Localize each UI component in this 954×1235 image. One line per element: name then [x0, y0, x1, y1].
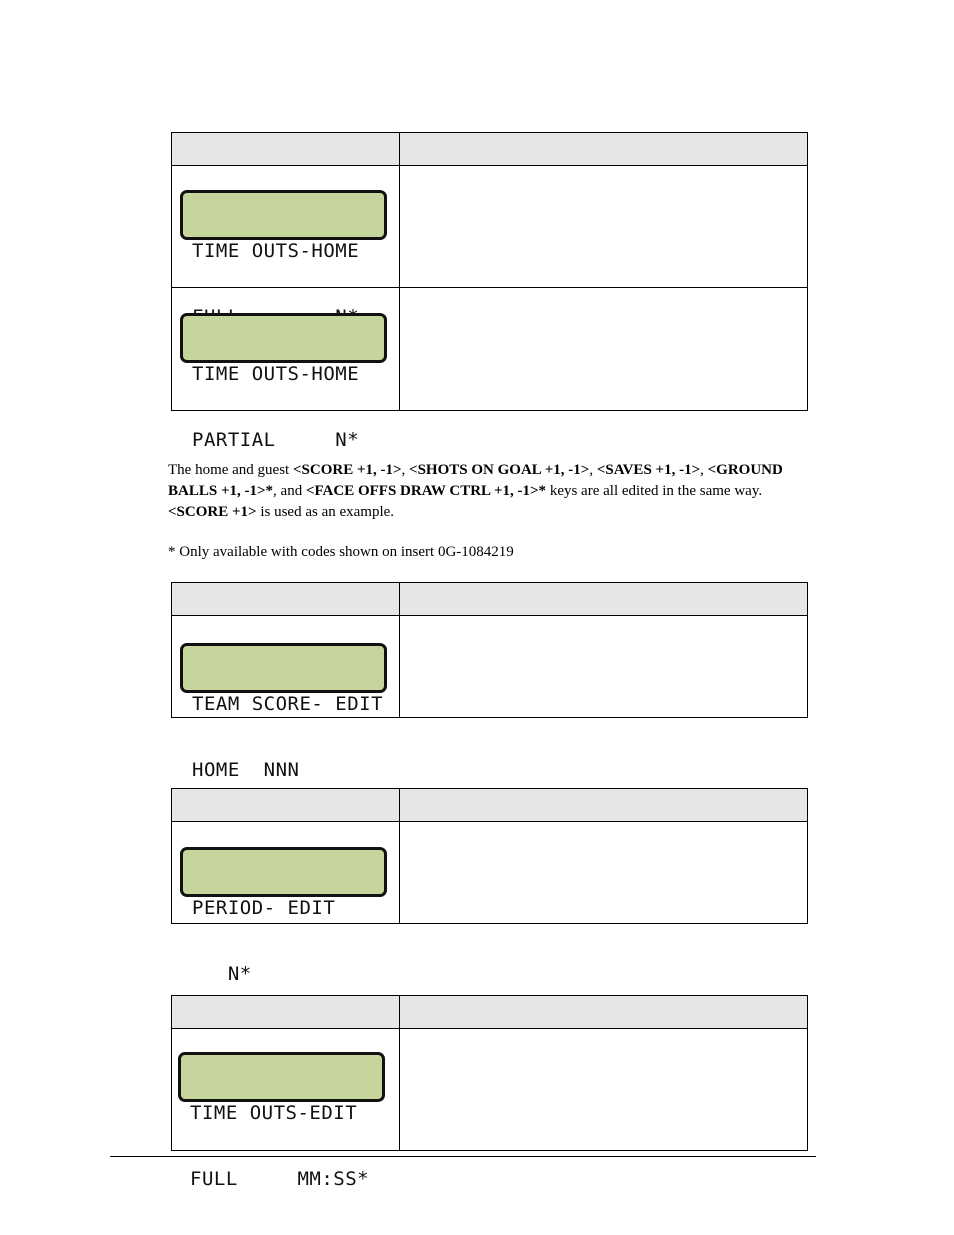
paragraph-text: The home and guest	[168, 462, 293, 478]
key-score-example: <SCORE +1>	[168, 504, 257, 520]
lcd-line-2: HOME NNN	[192, 759, 300, 781]
display-cell	[172, 166, 400, 288]
lcd-line-1: PERIOD- EDIT	[192, 897, 336, 919]
lcd-line-2: FULL MM:SS*	[190, 1168, 370, 1190]
header-cell-display	[172, 789, 400, 822]
table-header-row	[172, 996, 808, 1029]
display-cell	[172, 822, 400, 985]
paragraph-text: is used as an example.	[256, 504, 395, 520]
table-header-row	[172, 133, 808, 166]
paragraph-text: ,	[589, 462, 597, 478]
lcd-display	[180, 190, 387, 262]
table-header-row	[172, 789, 808, 822]
description-cell	[400, 822, 808, 924]
header-cell-description	[400, 996, 808, 1029]
lcd-display	[178, 1052, 385, 1190]
key-score: <SCORE +1, -1>	[292, 462, 402, 478]
lcd-line-2: N*	[192, 963, 252, 985]
lcd-line-1: TEAM SCORE- EDIT	[192, 693, 384, 715]
description-cell	[400, 616, 808, 718]
time-outs-edit-table	[171, 995, 808, 1190]
paragraph-text: ,	[700, 462, 708, 478]
time-outs-home-table	[171, 132, 808, 451]
header-cell-display	[172, 583, 400, 616]
header-cell-description	[400, 789, 808, 822]
lcd-display	[180, 847, 387, 985]
table-row	[172, 822, 808, 924]
header-cell-display	[172, 996, 400, 1029]
description-cell	[400, 1029, 808, 1151]
key-shots-on-goal: <SHOTS ON GOAL +1, -1>	[409, 462, 590, 478]
header-cell-description	[400, 133, 808, 166]
header-cell-description	[400, 583, 808, 616]
display-cell	[172, 616, 400, 781]
team-score-table	[171, 582, 808, 781]
header-cell-display	[172, 133, 400, 166]
paragraph-text: , and	[273, 483, 306, 499]
key-saves: <SAVES +1, -1>	[596, 462, 701, 478]
footnote: * Only available with codes shown on insert 0G-1084219	[168, 544, 514, 560]
lcd-line-2: PARTIAL N*	[192, 429, 360, 451]
keys-paragraph	[168, 460, 808, 523]
display-cell	[172, 1029, 400, 1190]
display-cell	[172, 288, 400, 451]
table-header-row	[172, 583, 808, 616]
key-ground-balls: <GROUND BALLS +1, -1>*	[168, 462, 783, 499]
lcd-line-1: TIME OUTS-HOME	[192, 240, 360, 262]
paragraph-text: keys are all edited in the same way.	[546, 483, 763, 499]
lcd-display	[180, 643, 387, 781]
description-cell	[400, 166, 808, 288]
lcd-line-1: TIME OUTS-EDIT	[190, 1102, 358, 1124]
table-row	[172, 616, 808, 718]
table-row	[172, 288, 808, 411]
period-table	[171, 788, 808, 985]
table-row	[172, 166, 808, 288]
footer-divider	[110, 1156, 816, 1157]
description-cell	[400, 288, 808, 411]
paragraph-text: ,	[401, 462, 410, 478]
lcd-display	[180, 313, 387, 451]
table-row	[172, 1029, 808, 1151]
lcd-line-1: TIME OUTS-HOME	[192, 363, 360, 385]
key-face-offs: <FACE OFFS DRAW CTRL +1, -1>*	[305, 483, 547, 499]
